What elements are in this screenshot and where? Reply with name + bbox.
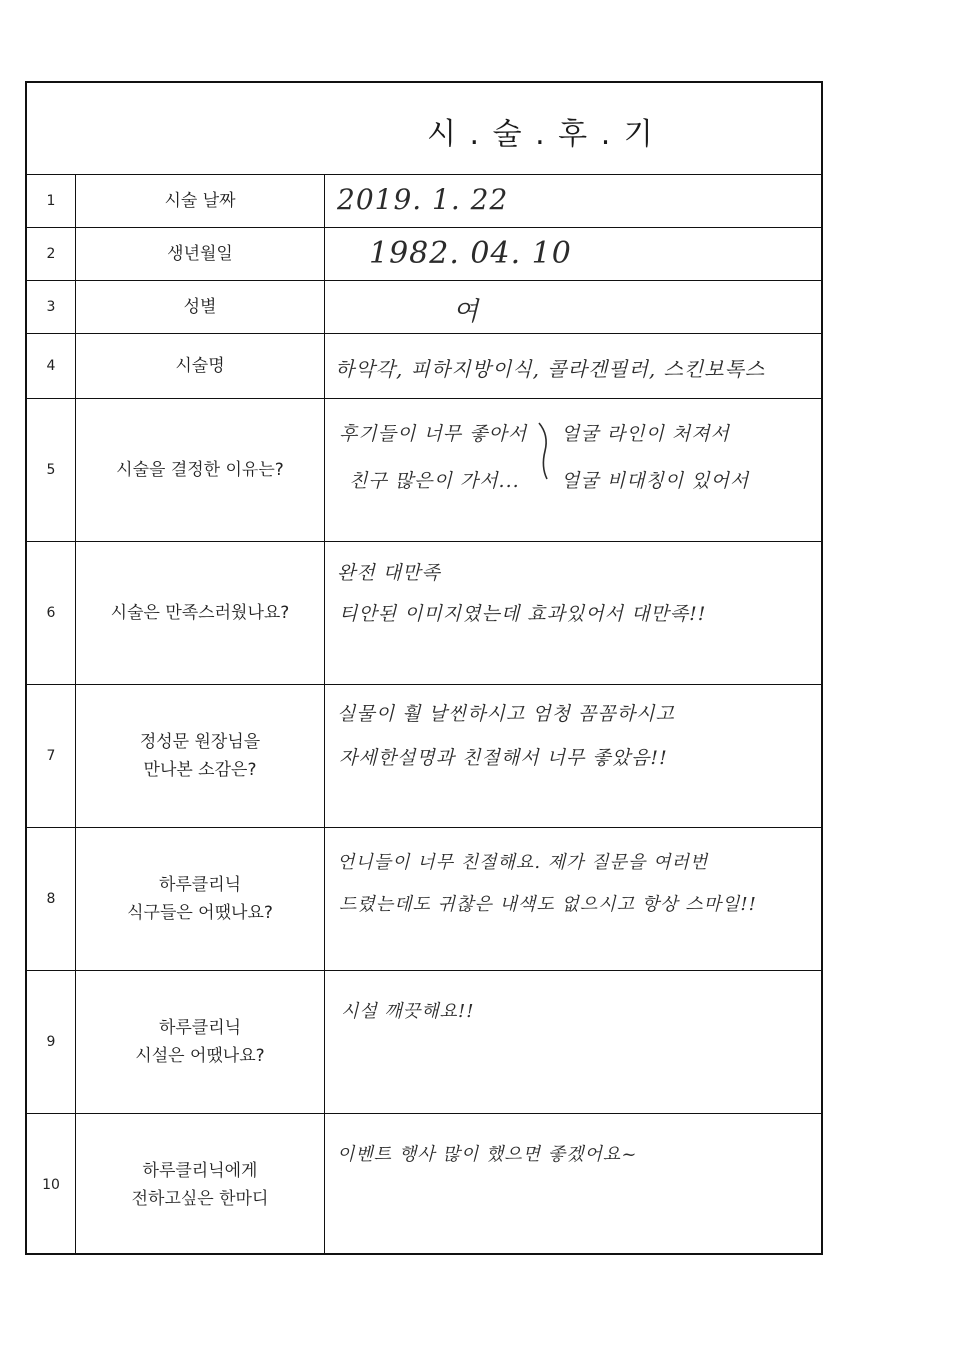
question-label: 시술명 <box>76 334 325 398</box>
question-label <box>76 971 325 1113</box>
answer-cell <box>325 542 821 684</box>
answer-cell <box>325 685 821 827</box>
handwritten-answer: 드렸는데도 귀찮은 내색도 없으시고 항상 스마일!! <box>339 894 757 915</box>
question-label <box>76 1114 325 1255</box>
row-number: 7 <box>27 685 76 827</box>
row-number: 2 <box>27 228 76 280</box>
row-doctor-impression <box>27 685 821 828</box>
question-line: 만나본 소감은? <box>143 760 257 780</box>
row-procedure-name <box>27 334 821 399</box>
row-number: 4 <box>27 334 76 398</box>
title-row <box>27 83 821 175</box>
question-line: 하루클리닉에게 <box>142 1160 258 1181</box>
question-label: 시술은 만족스러웠나요? <box>76 542 325 684</box>
row-number: 5 <box>27 399 76 541</box>
handwritten-answer: 자세한설명과 친절해서 너무 좋았음!! <box>339 747 668 769</box>
brace-mark <box>537 421 551 481</box>
answer-cell <box>325 971 821 1113</box>
handwritten-answer: 이벤트 행사 많이 했으면 좋겠어요~ <box>337 1144 638 1165</box>
answer-cell <box>325 828 821 970</box>
handwritten-answer: 얼굴 라인이 처져서 <box>561 423 730 445</box>
answer-cell <box>325 175 821 227</box>
row-message <box>27 1114 821 1255</box>
question-label: 성별 <box>76 281 325 333</box>
question-label <box>76 685 325 827</box>
answer-cell <box>325 228 821 280</box>
question-line: 시설은 어땠나요? <box>135 1046 265 1066</box>
question-line: 하루클리닉 <box>158 1018 242 1038</box>
question-label: 시술 날짜 <box>76 175 325 227</box>
handwritten-answer: 2019. 1. 22 <box>337 183 509 216</box>
row-decision-reason <box>27 399 821 542</box>
row-number: 9 <box>27 971 76 1113</box>
handwritten-answer: 완전 대만족 <box>337 562 441 584</box>
row-number: 10 <box>27 1114 76 1255</box>
review-form <box>25 81 823 1255</box>
row-birth-date <box>27 228 821 281</box>
handwritten-answer: 시설 깨끗해요!! <box>341 1001 475 1022</box>
handwritten-answer: 친구 많은이 가서... <box>349 470 520 492</box>
row-staff-impression <box>27 828 821 971</box>
row-number: 6 <box>27 542 76 684</box>
handwritten-answer: 얼굴 비대칭이 있어서 <box>561 470 750 492</box>
row-number: 8 <box>27 828 76 970</box>
answer-cell <box>325 281 821 333</box>
handwritten-answer: 하악각, 피하지방이식, 콜라겐필러, 스킨보톡스 <box>335 357 766 381</box>
handwritten-answer: 후기들이 너무 좋아서 <box>339 423 528 445</box>
handwritten-answer: 실물이 훨 날씬하시고 엄청 꼼꼼하시고 <box>337 703 675 725</box>
answer-cell <box>325 399 821 541</box>
row-number: 3 <box>27 281 76 333</box>
question-label: 시술을 결정한 이유는? <box>76 399 325 541</box>
handwritten-answer: 티안된 이미지였는데 효과있어서 대만족!! <box>339 603 707 625</box>
question-label: 생년월일 <box>76 228 325 280</box>
handwritten-answer: 여 <box>453 297 480 327</box>
question-label <box>76 828 325 970</box>
question-line: 식구들은 어땠나요? <box>127 903 273 923</box>
handwritten-answer: 언니들이 너무 친절해요. 제가 질문을 여러번 <box>337 852 709 873</box>
answer-cell <box>325 334 821 398</box>
row-number: 1 <box>27 175 76 227</box>
question-line: 하루클리닉 <box>158 875 242 895</box>
row-satisfaction <box>27 542 821 685</box>
handwritten-answer: 1982. 04. 10 <box>369 236 572 271</box>
answer-cell <box>325 1114 821 1255</box>
row-gender <box>27 281 821 334</box>
row-facility-impression <box>27 971 821 1114</box>
form-title: 시 . 술 . 후 . 기 <box>427 117 655 152</box>
question-line: 전하고싶은 한마디 <box>131 1188 269 1209</box>
row-procedure-date <box>27 175 821 228</box>
question-line: 정성문 원장님을 <box>139 732 261 752</box>
